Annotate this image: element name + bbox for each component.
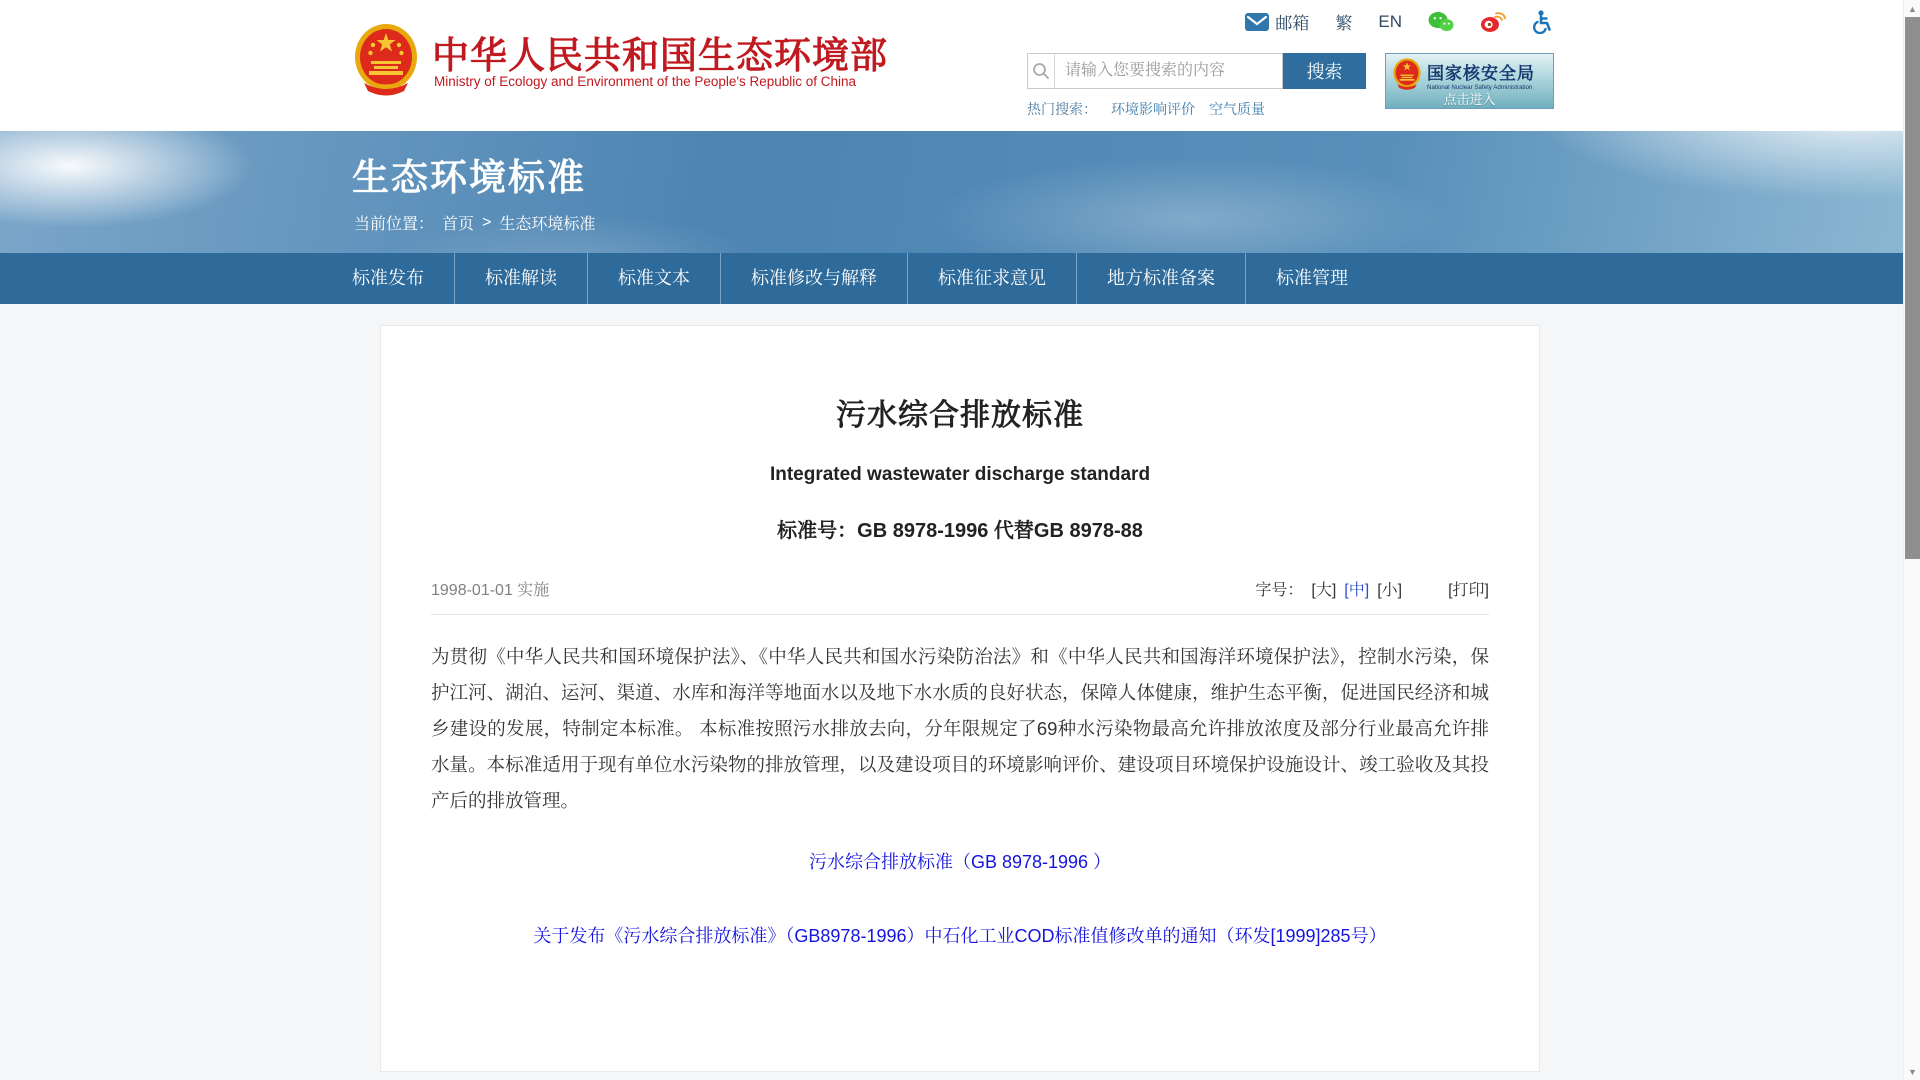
accessibility-link[interactable] — [1532, 10, 1552, 34]
nav-item-standard-management[interactable]: 标准管理 — [1276, 268, 1348, 288]
search-button[interactable]: 搜索 — [1283, 53, 1366, 89]
nav-item-standard-comments[interactable]: 标准征求意见 — [908, 253, 1077, 304]
nuclear-badge-subtitle: National Nuclear Safety Administration — [1427, 84, 1533, 91]
english-link[interactable]: EN — [1378, 11, 1402, 31]
nav-item-standard-interpretation[interactable]: 标准解读 — [455, 253, 588, 304]
breadcrumb-separator: > — [482, 213, 492, 231]
header-inner — [352, 0, 1568, 131]
hot-search — [1027, 99, 1265, 119]
national-emblem-logo — [354, 21, 418, 103]
article-standard-number: 标准号：GB 8978-1996 代替GB 8978-88 — [777, 520, 1143, 542]
mail-link[interactable] — [1245, 9, 1309, 34]
implementation-date: 1998-01-01 实施 — [431, 582, 550, 599]
scrollbar-thumb[interactable] — [1905, 17, 1920, 559]
search-input[interactable] — [1055, 55, 1282, 87]
nav-item-standard-revision[interactable]: 标准修改与解释 — [721, 253, 908, 304]
section-nav — [0, 253, 1920, 304]
print-button[interactable]: [打印] — [1448, 582, 1489, 599]
cod-revision-notice-link[interactable]: 关于发布《污水综合排放标准》（GB8978-1996）中石化工业COD标准值修改单的通知（环发[1999]285号） — [533, 926, 1387, 946]
nav-item-standard-text[interactable]: 标准文本 — [588, 253, 721, 304]
mail-icon — [1245, 13, 1269, 31]
article-tools — [1255, 577, 1489, 600]
article-meta-row — [431, 577, 1489, 615]
nuclear-safety-badge[interactable] — [1385, 53, 1554, 109]
nuclear-badge-strip — [1386, 108, 1553, 109]
search-group — [1027, 53, 1366, 89]
site-subtitle: Ministry of Ecology and Environment of the People's Republic of China — [434, 74, 857, 89]
nav-item-local-standard-filing[interactable]: 地方标准备案 — [1077, 253, 1246, 304]
nuclear-badge-emblem-icon — [1392, 57, 1422, 93]
breadcrumb-current: 生态环境标准 — [499, 216, 596, 233]
scrollbar-track[interactable] — [1903, 0, 1920, 1080]
traditional-chinese-link[interactable]: 繁 — [1335, 14, 1353, 33]
nuclear-badge-enter-label[interactable]: 点击进入 — [1443, 92, 1496, 107]
standard-document-link[interactable]: 污水综合排放标准（GB 8978-1996 ） — [808, 852, 1112, 872]
breadcrumb-label: 当前位置： — [354, 216, 435, 233]
scroll-down-button[interactable]: ▼ — [1908, 1066, 1917, 1077]
hot-search-link-air-quality[interactable]: 空气质量 — [1209, 101, 1265, 117]
nuclear-badge-texts — [1427, 59, 1538, 91]
wechat-icon — [1428, 11, 1454, 33]
nuclear-badge-row — [1386, 54, 1553, 93]
article-card — [380, 325, 1540, 1072]
font-size-medium-button[interactable]: [中] — [1344, 582, 1370, 599]
weibo-link[interactable] — [1480, 11, 1506, 33]
utility-bar — [1245, 9, 1552, 34]
article-body: 为贯彻《中华人民共和国环境保护法》、《中华人民共和国水污染防治法》和《中华人民共和国海洋环境保护法》，控制水污染，保护江河、湖泊、运河、渠道、水库和海洋等地面水以及地下水水质的良好状态，保障人体健康，维护生态平衡，促进国民经济和城乡建设的发展，特制定本标准。 本标准按照污水排放去向，分年限规定了69种水污染物最高允许排放浓度及部分行业最高允许排水量。本标准适用于现有单位水污染物的排放管理，以及建设项目的环境影响评价、建设项目环境保护设施设计、竣工验收及其投产后的排放管理。 — [431, 646, 1489, 811]
font-size-large-button[interactable]: [大] — [1311, 582, 1337, 599]
site-header — [0, 0, 1920, 131]
article-title-en: Integrated wastewater discharge standard — [769, 464, 1151, 485]
page-banner — [0, 131, 1920, 253]
font-size-label: 字号： — [1255, 582, 1304, 599]
article-title: 污水综合排放标准 — [836, 399, 1084, 432]
mail-label: 邮箱 — [1275, 14, 1310, 33]
weibo-icon — [1480, 11, 1506, 33]
breadcrumb — [354, 211, 595, 234]
section-nav-inner — [352, 253, 1378, 304]
scroll-up-button[interactable]: ▲ — [1908, 3, 1917, 14]
search-icon — [1028, 54, 1055, 88]
breadcrumb-home-link[interactable]: 首页 — [442, 216, 475, 233]
nuclear-badge-title: 国家核安全局 — [1427, 64, 1535, 83]
font-size-small-button[interactable]: [小] — [1377, 582, 1403, 599]
wechat-link[interactable] — [1428, 11, 1454, 33]
hot-search-label: 热门搜索： — [1027, 101, 1097, 117]
accessibility-icon — [1532, 10, 1552, 34]
page-title: 生态环境标准 — [352, 157, 586, 198]
hot-search-link-eia[interactable]: 环境影响评价 — [1111, 101, 1195, 117]
nav-item-standard-release[interactable]: 标准发布 — [352, 253, 455, 304]
search-box — [1027, 53, 1283, 89]
site-title: 中华人民共和国生态环境部 — [432, 35, 888, 76]
